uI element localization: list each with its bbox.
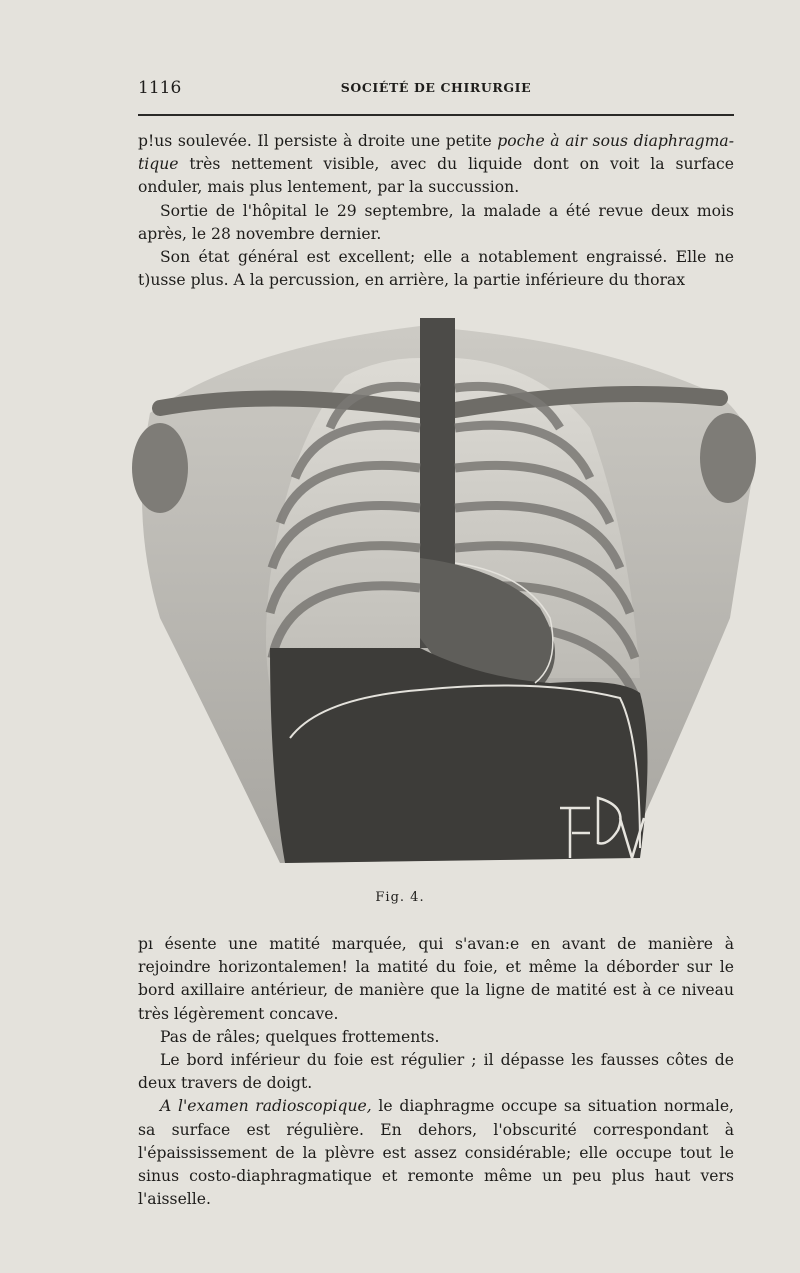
page-number: 1116: [138, 78, 182, 98]
radiograph-illustration: [120, 318, 765, 880]
paragraph: Son état général est excellent; elle a notablement engraissé. Elle ne t)usse plus. A la percussion, en arrière, la partie inférieure du thorax: [138, 248, 734, 290]
paragraph: Le bord inférieur du foie est régulier ; il dépasse les fausses côtes de deux travers de doigt.: [138, 1051, 734, 1093]
right-humeral-head: [132, 423, 188, 513]
paragraph: pı ésente une matité marquée, qui s'avan:e en avant de manière à rejoindre horizontalemen! la matité du foie, et même la déborder sur le bord axillaire antérieur, de manière que la ligne de matité est à ce niveau très légèrement concave.: [138, 935, 734, 1023]
paragraph: Sortie de l'hôpital le 29 septembre, la malade a été revue deux mois après, le 28 novembre dernier.: [138, 201, 734, 243]
paragraph: Pas de râles; quelques frottements.: [160, 1027, 440, 1046]
left-humeral-head: [700, 413, 756, 503]
figure-caption: Fig. 4.: [375, 890, 425, 905]
paragraph: A l'examen radioscopique, le diaphragme occupe sa situation normale, sa surface est régulière. En dehors, l'obscurité correspondant à l'épaississement de la plèvre est assez considérable; elle occupe tout le sinus costo-diaphragmatique et remonte même un peu plus haut vers l'aisselle.: [138, 1097, 735, 1209]
paragraph: p!us soulevée. Il persiste à droite une petite poche à air sous diaphragma-tique très nettement visible, avec du liquide dont on voit la surface onduler, mais plus lentement, par la succussion.: [138, 132, 734, 197]
body-text-top: [138, 130, 734, 292]
body-text-bottom: [138, 933, 734, 1211]
page-header: [138, 78, 734, 100]
running-title: SOCIÉTÉ DE CHIRURGIE: [340, 80, 532, 95]
header-rule: [138, 114, 734, 116]
